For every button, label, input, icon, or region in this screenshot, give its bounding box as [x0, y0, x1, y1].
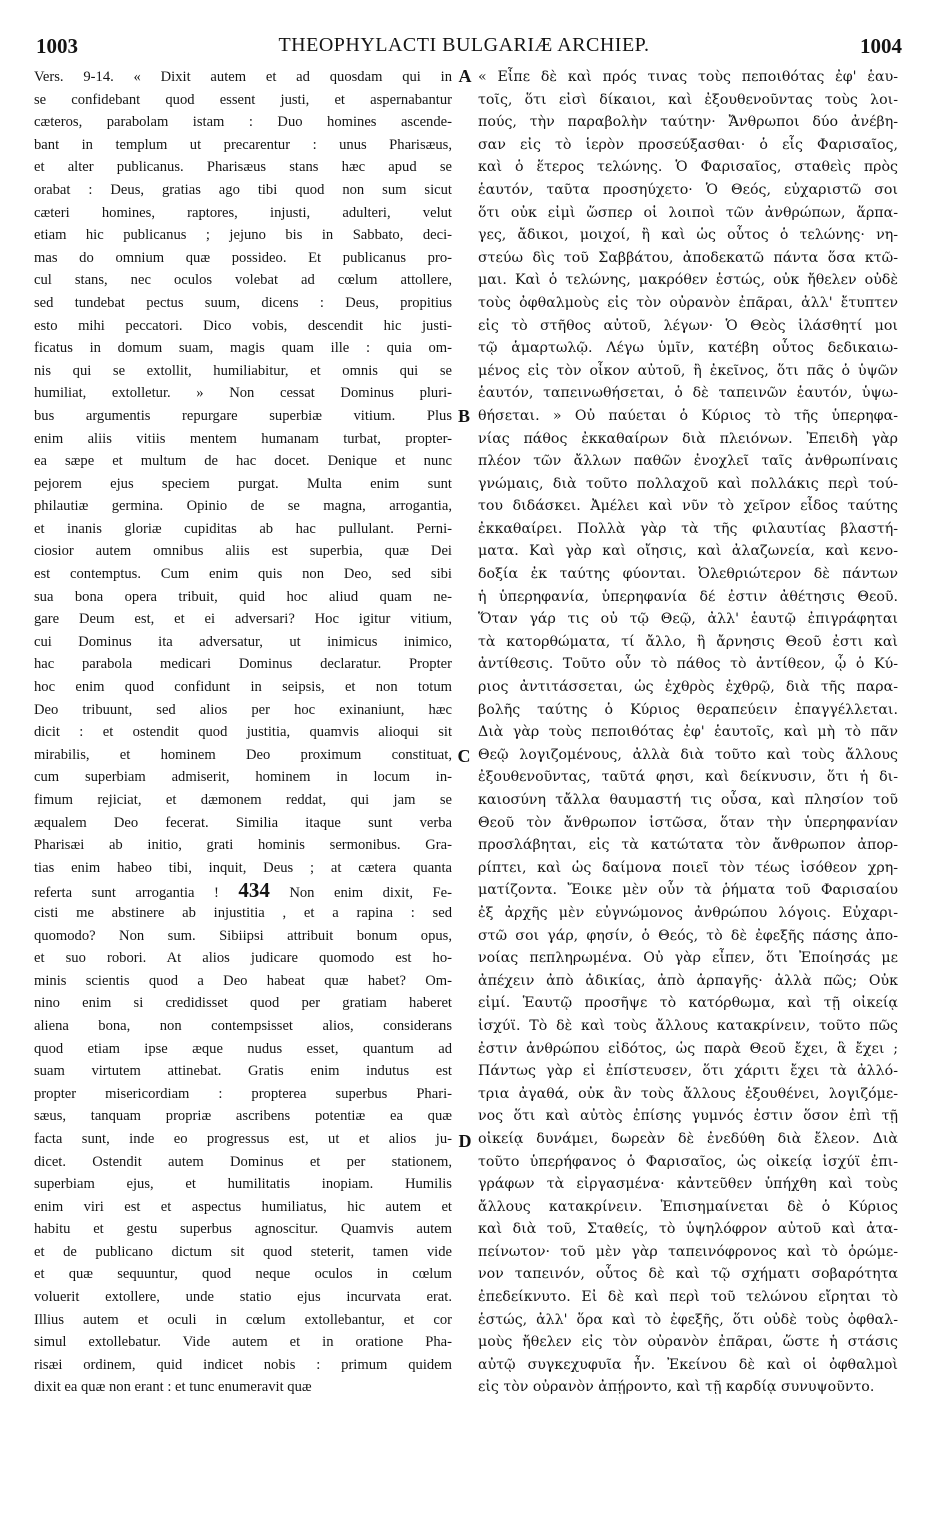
latin-text-line: esto mihi peccatori. Dico vobis, descendit hic justi- — [34, 317, 452, 334]
greek-text-line: ρίπτει, καὶ ὡς δαίμονα ποιεῖ τὸν τέως ἰσόθεον χρη- — [478, 859, 898, 876]
greek-text-line: γνώμαις, διὰ τοῦτο πολλαχοῦ καὶ πολλάκις περὶ τού- — [478, 475, 898, 492]
greek-text-line: μοὺς ἤθελεν εἰς τὸν οὐρανὸν ἐπᾶραι, ὥστε ἡ στάσις — [478, 1334, 898, 1351]
greek-text-line: ἐπεδείκνυτο. Εἰ δὲ καὶ περὶ τοῦ τελώνου εἴρηται τὸ — [478, 1289, 898, 1306]
latin-text-line: simul extollebatur. Vide autem et in oratione Pha- — [34, 1334, 452, 1351]
latin-text-line: quod etiam ipse æque nudus esset, quantum ad — [34, 1040, 452, 1057]
latin-text-line: Deo tribuunt, sed alios per hoc exinaniunt, hæc — [34, 701, 452, 718]
greek-text-line: ριος ἀντιτάσσεται, ὡς ἐχθρὸς ἐχθρῷ, διὰ τῆς παρα- — [478, 679, 898, 696]
latin-text-line: et quæ sequuntur, quod neque oculos in cœlum — [34, 1266, 452, 1283]
page-number-right: 1004 — [860, 34, 902, 58]
latin-text-line: est contemptus. Cum enim quis non Deo, sed sibi — [34, 566, 452, 583]
greek-text-line: ὅτι οὐκ εἰμὶ ὥσπερ οἱ λοιποὶ τῶν ἀνθρώπων, ἅρπα- — [478, 204, 898, 221]
latin-text-line: quomodo? Non sum. Sibiipsi attribuit bonum opus, — [34, 927, 452, 944]
greek-text-line: ἰσχύϊ. Τὸ δὲ καὶ τοὺς ἄλλους κατακρίνειν, τοῦτο πῶς — [478, 1017, 898, 1034]
greek-text-line: ἄλλους κατακρίνειν. Ἐπισημαίνεται δὲ ὁ Κύριος — [478, 1198, 898, 1215]
greek-text-line: θήσεται. » Οὐ παύεται ὁ Κύριος τὸ τῆς ὑπερηφα- — [478, 407, 898, 424]
greek-text-line: ἑαυτόν, ταῦτα προσηύχετο· Ὁ Θεός, εὐχαριστῶ σοι — [478, 181, 898, 198]
latin-text-line: mirabilis, et hominem Deo proximum constituat, — [34, 746, 452, 763]
greek-text-line: εἰς τὸ στῆθος αὐτοῦ, λέγων· Ὁ Θεὸς ἱλάσθητί μοι — [478, 317, 898, 334]
latin-text-line: et inanis gloriæ cupiditas ab hac pullulant. Perni- — [34, 520, 452, 537]
latin-text-line: ficatus in domum suam, magis quam ille : quia om- — [34, 340, 452, 357]
latin-text-line: se confidebant quod essent justi, et aspernabantur — [34, 91, 452, 108]
latin-text-line: voluerit extollere, unde statio ejus incurvata erat. — [34, 1289, 452, 1306]
greek-text-line: νον ταπεινόν, οὗτος δὲ καὶ τῷ σχήματι σοβαρότητα — [478, 1266, 898, 1283]
greek-text-line: Ὅταν γάρ τις οὐ τῷ Θεῷ, ἀλλ' ἑαυτῷ ἐπιγράφηται — [478, 611, 898, 628]
latin-text-line: dixit ea quæ non erant : et tunc enumeravit quæ — [34, 1379, 312, 1396]
latin-text-line: Illius autem et oculi in cœlum extollebantur, et cor — [34, 1311, 452, 1328]
greek-text-line: Διὰ γὰρ τοὺς πεποιθότας ἐφ' ἑαυτοῖς, καὶ μὴ τὸ πᾶν — [478, 724, 898, 741]
latin-text-line: hoc enim quod confidunt in seipsis, et non totum — [34, 679, 452, 696]
latin-text-line: aliena bona, non contempsisset alios, considerans — [34, 1017, 452, 1034]
latin-text-line: ciosior autem omnibus aliis est superbia, quæ Dei — [34, 543, 452, 560]
greek-text-line: ἀπέχειν ἀπὸ ἀδικίας, ἀπὸ ἁρπαγῆς· ἀλλὰ πῶς; Οὐκ — [478, 972, 898, 989]
latin-text-line: cæteros, parabolam istam : Duo homines ascende- — [34, 114, 452, 131]
greek-text-line: τοῦτο ὑπερήφανος ὁ Φαρισαῖος, ὡς οἰκείᾳ ἰσχύϊ ἐπι- — [478, 1153, 898, 1170]
greek-text-line: ἑαυτόν, ταπεινωθήσεται, ὁ δὲ ταπεινῶν ἑαυτόν, ὑψω- — [478, 385, 898, 402]
greek-text-line: εἰς τὸν οὐρανὸν ἀπῄροντο, καὶ τῇ καρδίᾳ συνυψοῦντο. — [478, 1379, 875, 1396]
margin-letter-b: B — [457, 406, 470, 426]
latin-text-line: et alter publicanus. Pharisæus stans hæc apud se — [34, 159, 452, 176]
latin-text-line: Pharisæi ab initio, grati hominis sermonibus. Gra- — [34, 837, 452, 854]
latin-text-line: enim viri est et aspectus humiliatus, hic autem et — [34, 1198, 452, 1215]
greek-text-line: Θεοῦ τὸν ἄνθρωπον ἱστῶσα, ὅταν τὴν ὑπερηφανίαν — [478, 814, 898, 831]
latin-text-line: cæteri homines, raptores, injusti, adulteri, velut — [34, 204, 452, 221]
greek-text-line: προσλάβηται, εἰς τὰ κατώτατα τὸν ἄνθρωπον ἀπορ- — [478, 837, 898, 854]
greek-column — [478, 66, 898, 1399]
greek-text-line: δοξία ἐκ ταύτης φύονται. Ὀλεθριώτερον δὲ πάντων — [478, 566, 898, 583]
margin-letter-a: A — [458, 66, 472, 86]
latin-text-line: sæus, tanquam propriæ ascribens potentiæ ea quæ — [34, 1108, 452, 1125]
greek-text-line: γες, ἄδικοι, μοιχοί, ἢ καὶ ὡς οὗτος ὁ τελώνης· νη- — [478, 227, 898, 244]
greek-text-line: αὐτῷ συγκεχυφυῖα ἦν. Ἐκείνου δὲ καὶ οἱ ὀφθαλμοὶ — [478, 1356, 898, 1373]
greek-text-line: τῷ ἁμαρτωλῷ. Λέγω ὑμῖν, κατέβη οὗτος δεδικαιω- — [478, 340, 898, 357]
greek-text-line: του διδάσκει. Ἀμέλει καὶ νῦν τὸ χεῖρον εἶδος ταύτης — [478, 498, 898, 515]
greek-text-line: νος ὅτι καὶ αὐτὸς ἐπίσης γυμνός ἐστιν ὅσον ἐπὶ τῇ — [478, 1108, 898, 1125]
margin-letter-c: C — [457, 746, 471, 766]
latin-text-line: fimum rejiciat, et dæmonem reddat, qui jam se — [34, 792, 452, 808]
latin-text-line: cum superbiam admiserit, hominem in locum in- — [34, 769, 452, 786]
latin-text-line: nis qui se extollit, humiliabitur, et omnis qui se — [34, 362, 452, 379]
greek-text-line: καιοσύνη τἄλλα θαυμαστή τις οὖσα, καὶ πλησίον τοῦ — [478, 792, 898, 808]
greek-text-line: ἐξουθενοῦντας, ταῦτά φησι, καὶ δείκνυσιν, ὅτι ἡ δι- — [478, 769, 898, 786]
latin-text-line: sua bona opera tribuit, quid hoc aliud quam ne- — [34, 588, 452, 605]
greek-text-line: στεύω δὶς τοῦ Σαββάτου, ἀποδεκατῶ πάντα ὅσα κτῶ- — [478, 249, 898, 266]
margin-letter-d: D — [458, 1131, 472, 1151]
latin-text-line: bant in templum ut precarentur : unus Pharisæus, — [34, 136, 452, 153]
latin-text-line: minis scientis quod a Deo habeat quæ habet? Om- — [34, 972, 452, 989]
latin-text-line: superbiam ejus, et humilitatis inopiam. Humilis — [34, 1176, 452, 1193]
greek-text-line: ἐξ ἀρχῆς μὲν εὐγνώμονος ἀνθρώπου λόγοις. Εὐχαρι- — [478, 904, 898, 921]
greek-text-line: μαι. Καὶ ὁ τελώνης, μακρόθεν ἑστώς, οὐκ ἤθελεν οὐδὲ — [478, 272, 898, 289]
latin-text-line: mas do omnium quæ possideo. Et publicanus pro- — [34, 249, 452, 266]
latin-text-line: habitu et gestu superbus agnoscitur. Quamvis autem — [34, 1221, 452, 1238]
latin-text-line: suam virtutem attinebat. Gratis enim indutus est — [34, 1063, 452, 1080]
greek-text-line: « Εἶπε δὲ καὶ πρός τινας τοὺς πεποιθότας ἐφ' ἑαυ- — [478, 69, 898, 85]
latin-text-line: cisti me abstinere ab injustitia , et a rapina : sed — [34, 904, 452, 921]
greek-text-line: πείνωτον· τοῦ μὲν γὰρ ταπεινόφρονος καὶ τὸ ὁρώμε- — [478, 1243, 898, 1260]
latin-text-line: facta sunt, inde eo progressus est, ut et alios ju- — [34, 1130, 452, 1147]
column-reference-number: 434 — [238, 879, 270, 902]
latin-text-line: sed tundebat pectus suum, dicens : Deus, propitius — [34, 294, 452, 311]
latin-text-line: tias enim habeo tibi, inquit, Deus ; at cætera quanta — [34, 859, 452, 876]
greek-text-line: τοῖς, ὅτι εἰσὶ δίκαιοι, καὶ ἐξουθενοῦντας τοὺς λοι- — [478, 91, 898, 108]
latin-text-line: dicet. Ostendit autem Dominus et per stationem, — [34, 1153, 452, 1170]
latin-text-line: gare Deum est, et ei adversari? Hoc igitur vitium, — [34, 611, 452, 628]
greek-text-line: μένος εἰς τὸν οἶκον αὐτοῦ, ἢ ἐκεῖνος, ὅτι πᾶς ὁ ὑψῶν — [478, 362, 898, 379]
latin-text-line: humiliat, extolletur. » Non cessat Dominus pluri- — [34, 385, 452, 402]
latin-text-line: referta sunt arrogantia ! 434 Non enim dixit, Fe- — [34, 879, 452, 902]
latin-text-line: dicit : et ostendit quod justitia, quamvis alioqui sit — [34, 724, 452, 741]
latin-text-line: risæi ordinem, quid indicet nobis : primum quidem — [34, 1356, 452, 1373]
greek-text-line: Θεῷ λογιζομένους, ἀλλὰ διὰ τοῦτο καὶ τοὺς ἄλλους — [478, 746, 898, 763]
greek-text-line: τρια ἀγαθά, οὐκ ἂν τοὺς ἄλλους ἐξουθένει, λογιζόμε- — [478, 1085, 898, 1102]
latin-text-line: philautiæ germina. Opinio de se magna, arrogantia, — [34, 498, 452, 515]
greek-text-line: καὶ ὁ ἕτερος τελώνης. Ὁ Φαρισαῖος, σταθεὶς πρὸς — [478, 159, 898, 176]
latin-column — [34, 66, 452, 1399]
latin-text-line: Vers. 9-14. « Dixit autem et ad quosdam qui in — [34, 69, 452, 85]
greek-text-line: βολῆς ταύτης ὁ Κύριος θεραπεύειν ἐπαγγέλλεται. — [478, 701, 898, 718]
greek-text-line: ἐστιν ἀνθρώπου εἰδότος, ὡς παρὰ Θεοῦ ἔχει, ἃ ἔχει ; — [478, 1040, 898, 1057]
greek-text-line: ματίζοντα. Ἔοικε μὲν οὖν τὰ ῥήματα τοῦ Φαρισαίου — [478, 882, 898, 899]
latin-text-line: ea sæpe et multum de hac docet. Denique et nunc — [34, 453, 452, 470]
greek-text-line: νοίας πεπληρωμένα. Οὐ γὰρ εἶπεν, ὅτι Ἐποίησάς με — [478, 950, 898, 967]
greek-text-line: ἐκκαθαίρει. Πολλὰ γὰρ τὰ τῆς φιλαυτίας βλαστή- — [478, 520, 898, 537]
latin-text-line: æqualem Deo fecerat. Similia itaque sunt verba — [34, 814, 452, 831]
latin-text-line: cui Dominus ita adversatur, ut inimicus inimico, — [34, 633, 452, 650]
greek-text-line: Πάντως γὰρ εἰ ἐπίστευσεν, ὅτι χάριτι ἔχει τὰ ἀλλό- — [478, 1063, 898, 1080]
greek-text-line: οἰκείᾳ δυνάμει, δωρεὰν δὲ ἐνεδύθη διὰ ἔλεον. Διὰ — [478, 1130, 898, 1147]
greek-text-line: ματα. Καὶ γὰρ καὶ οἴησις, καὶ ἀλαζωνεία, καὶ κενο- — [478, 543, 898, 560]
greek-text-line: σαν εἰς τὸ ἱερὸν προσεύξασθαι· ὁ εἷς Φαρισαῖος, — [478, 136, 898, 153]
latin-text-line: bus argumentis repurgare superbiæ vitium. Plus — [34, 407, 452, 424]
page-header — [0, 30, 928, 60]
running-title: THEOPHYLACTI BULGARIÆ ARCHIEP. — [278, 34, 650, 56]
greek-text-line: γράφων τὰ εἰργασμένα· κἀντεῦθεν ὑπήχθη καὶ τοὺς — [478, 1176, 898, 1193]
latin-text-line: enim aliis vitiis mentem humanam turbat, propter- — [34, 430, 452, 447]
greek-text-line: ἀντίθεσις. Τοῦτο οὖν τὸ πάθος τὸ ἀντίθεον, ᾧ ὁ Κύ- — [478, 656, 898, 673]
latin-text-line: hac parabola medicari Dominus declaratur. Propter — [34, 656, 452, 673]
greek-text-line: νίας πάθος ἐκκαθαίρων διὰ πλειόνων. Ἐπειδὴ γὰρ — [478, 430, 898, 447]
greek-text-line: πλέον τῶν ἄλλων παθῶν ἐνοχλεῖ ταῖς ἀνθρωπίναις — [478, 453, 898, 470]
latin-text-line: cul stans, nec oculos volebat ad cœlum attollere, — [34, 272, 452, 289]
greek-text-line: τοὺς ὀφθαλμοὺς εἰς τὸν οὐρανὸν ἐπᾶραι, ἀλλ' ἔτυπτεν — [478, 294, 898, 311]
greek-text-line: καὶ διὰ τοῦ, Σταθείς, τὸ ὑψηλόφρον αὐτοῦ καὶ ἀτα- — [478, 1221, 898, 1238]
latin-text-line: propter misericordiam : propterea superbus Phari- — [34, 1085, 452, 1102]
latin-text-line: etiam hic publicanus ; jejuno bis in Sabbato, deci- — [34, 227, 452, 244]
latin-text-line: nino enim si credidisset quod per gratiam haberet — [34, 995, 452, 1012]
latin-text-line: et de publicano dictum sit quod steterit, tamen vide — [34, 1243, 452, 1260]
greek-text-line: τὰ κατορθώματα, τί ἄλλο, ἢ ἄρνησις Θεοῦ ἐστι καὶ — [478, 633, 898, 650]
page-number-left: 1003 — [36, 34, 78, 58]
greek-text-line: ἡ ὑπερηφανία, ὑπερηφανία δέ ἐστιν ἀθέτησις Θεοῦ. — [478, 588, 898, 605]
latin-text-line: orabat : Deus, gratias ago tibi quod non sum sicut — [34, 181, 452, 198]
greek-text-line: πούς, τὴν παραβολὴν ταύτην· Ἄνθρωποι δύο ἀνέβη- — [478, 114, 898, 131]
greek-text-line: στῶ σοι γάρ, φησίν, ὁ Θεός, τὸ δὲ ἐφεξῆς πάσης ἀπο- — [478, 927, 898, 944]
greek-text-line: ἑστώς, ἀλλ' ὅρα καὶ τὸ ἐφεξῆς, ὅτι οὐδὲ τοὺς ὀφθαλ- — [478, 1311, 898, 1328]
latin-text-line: et suo robori. At alios judicare quomodo est ho- — [34, 950, 452, 967]
latin-text-line: pejorem ejus speciem purgat. Multa enim sunt — [34, 475, 452, 492]
greek-text-line: εἰμί. Ἑαυτῷ προσῆψε τὸ κατόρθωμα, καὶ τῇ οἰκείᾳ — [478, 995, 898, 1012]
